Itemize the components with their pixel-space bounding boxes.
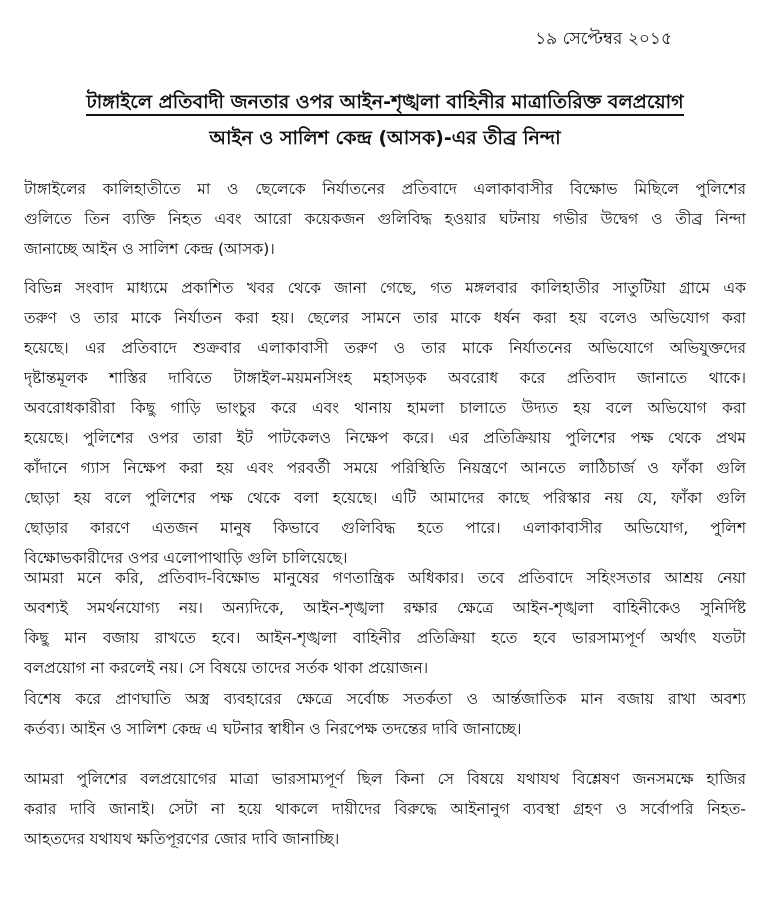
paragraph-1: [24, 174, 746, 264]
subheadline: আইন ও সালিশ কেন্দ্র (আসক)-এর তীব্র নিন্দা: [209, 127, 561, 149]
paragraph-line: কর্তব্য। আইন ও সালিশ কেন্দ্র এ ঘটনার স্বাধীন ও নিরপেক্ষ তদন্তের দাবি জানাচ্ছে।: [24, 720, 522, 738]
paragraph-line: বিক্ষোভকারীদের ওপর এলোপাথাড়ি গুলি চালিয়েছে।: [24, 549, 348, 567]
paragraph-line: দৃষ্টান্তমূলক শাস্তির দাবিতে টাঙ্গাইল-ময়মনসিংহ মহাসড়ক অবরোধ করে প্রতিবাদ জানাতে থাকে।: [24, 369, 746, 387]
paragraph-line: টাঙ্গাইলের কালিহাতীতে মা ও ছেলেকে নির্যাতনের প্রতিবাদে এলাকাবাসীর বিক্ষোভ মিছিলে পুলিশের: [24, 180, 746, 198]
release-date: ১৯ সেপ্টেম্বর ২০১৫: [535, 29, 672, 49]
paragraph-line: বলপ্রয়োগ না করলেই নয়। সে বিষয়ে তাদের সর্তক থাকা প্রয়োজন।: [24, 659, 429, 677]
paragraph-line: জানাচ্ছে আইন ও সালিশ কেন্দ্র (আসক)।: [24, 240, 275, 258]
paragraph-line: বিশেষ করে প্রাণঘাতি অস্ত্র ব্যবহারের ক্ষেত্রে সর্বোচ্চ সতর্কতা ও আর্ন্তজাতিক মান বজায় রাখা অবশ্য: [24, 690, 746, 708]
paragraph-line: হয়েছে। পুলিশের ওপর তারা ইট পাটকেলও নিক্ষেপ করে। এর প্রতিক্রিয়ায় পুলিশের পক্ষ থেকে প্রথম: [24, 429, 746, 447]
paragraph-line: অবশ্যই সমর্থনযোগ্য নয়। অন্যদিকে, আইন-শৃঙ্খলা রক্ষার ক্ষেত্রে আইন-শৃঙ্খলা বাহিনীকেও সুনির্দিষ্ট: [24, 599, 746, 617]
paragraph-2: [24, 273, 746, 573]
paragraph-line: করার দাবি জানাই। সেটা না হয়ে থাকলে দায়ীদের বিরুদ্ধে আইনানুগ ব্যবস্থা গ্রহণ ও সর্বোপরি নিহত-: [24, 800, 746, 818]
paragraph-line: কিছু মান বজায় রাখতে হবে। আইন-শৃঙ্খলা বাহিনীর প্রতিক্রিয়া হতে হবে ভারসাম্যপূর্ণ অর্থাৎ যতটা: [24, 629, 746, 647]
paragraph-line: কাঁদানে গ্যাস নিক্ষেপ করা হয় এবং পরবর্তী সময়ে পরিস্থিতি নিয়ন্ত্রণে আনতে লাঠিচার্জ ও ফাঁকা গুলি: [24, 459, 746, 477]
headline-text: টাঙ্গাইলে প্রতিবাদী জনতার ওপর আইন-শৃঙ্খলা বাহিনীর মাত্রাতিরিক্ত বলপ্রয়োগ: [86, 91, 683, 116]
paragraph-4: [24, 684, 746, 744]
paragraph-line: হয়েছে। এর প্রতিবাদে শুক্রবার এলাকাবাসী তরুণ ও তার মাকে নির্যাতনের অভিযোগে অভিযুক্তদের: [24, 339, 746, 357]
paragraph-line: অবরোধকারীরা কিছু গাড়ি ভাংচুর করে এবং থানায় হামলা চালাতে উদ্যত হয় বলে অভিযোগ করা: [24, 399, 746, 417]
headline: [0, 88, 770, 120]
paragraph-line: আহতদের যথাযথ ক্ষতিপূরণের জোর দাবি জানাচ্ছি।: [24, 830, 340, 848]
paragraph-line: আমরা মনে করি, প্রতিবাদ-বিক্ষোভ মানুষের গণতান্ত্রিক অধিকার। তবে প্রতিবাদে সহিংসতার আশ্রয় নেয়া: [24, 569, 746, 587]
paragraph-5: [24, 764, 746, 854]
paragraph-line: গুলিতে তিন ব্যক্তি নিহত এবং আরো কয়েকজন গুলিবিদ্ধ হওয়ার ঘটনায় গভীর উদ্বেগ ও তীব্র নিন্দা: [24, 210, 746, 228]
paragraph-line: তরুণ ও তার মাকে নির্যাতন করা হয়। ছেলের সামনে তার মাকে ধর্ষন করা হয় বলেও অভিযোগ করা: [24, 309, 746, 327]
paragraph-line: আমরা পুলিশের বলপ্রয়োগের মাত্রা ভারসাম্যপূর্ণ ছিল কিনা সে বিষয়ে যথাযথ বিশ্লেষণ জনসমক্ষে হাজির: [24, 770, 746, 788]
paragraph-line: ছোড়ার কারণে এতজন মানুষ কিভাবে গুলিবিদ্ধ হতে পারে। এলাকাবাসীর অভিযোগ, পুলিশ: [24, 519, 746, 537]
paragraph-line: বিভিন্ন সংবাদ মাধ্যমে প্রকাশিত খবর থেকে জানা গেছে, গত মঙ্গলবার কালিহাতীর সাতুটিয়া গ্রামে এক: [24, 279, 746, 297]
paragraph-line: ছোড়া হয় বলে পুলিশের পক্ষ থেকে বলা হয়েছে। এটি আমাদের কাছে পরিস্কার নয় যে, ফাঁকা গুলি: [24, 489, 746, 507]
paragraph-3: [24, 563, 746, 683]
